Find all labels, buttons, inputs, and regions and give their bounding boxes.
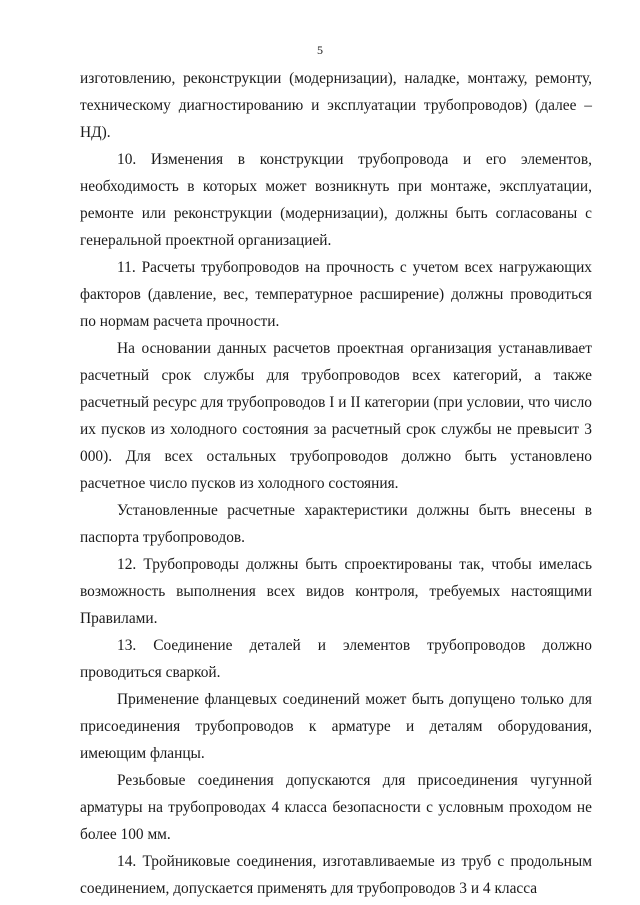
paragraph-flange-connections: Применение фланцевых соединений может быть допущено только для присоединения трубопроводов к арматуре и деталям оборудования, имеющим фланцы. xyxy=(80,691,592,762)
document-body xyxy=(80,65,592,902)
paragraph-continuation: изготовлению, реконструкции (модернизации), наладке, монтажу, ремонту, техническому диагностированию и эксплуатации трубопроводов) (далее – НД). xyxy=(80,70,592,141)
paragraph-item-10: 10. Изменения в конструкции трубопровода и его элементов, необходимость в которых может возникнуть при монтаже, эксплуатации, ремонте или реконструкции (модернизации), должны быть согласованы с генеральной проектной организацией. xyxy=(80,151,592,249)
paragraph-item-12: 12. Трубопроводы должны быть спроектированы так, чтобы имелась возможность выполнения всех видов контроля, требуемых настоящими Правилами. xyxy=(80,556,592,627)
paragraph-calculation-basis: На основании данных расчетов проектная организация устанавливает расчетный срок службы для трубопроводов всех категорий, а также расчетный ресурс для трубопроводов I и II категории (при условии, что число их пусков из холодного состояния за расчетный срок службы не превысит 3 000). Для всех остальных трубопроводов должно быть установлено расчетное число пусков из холодного состояния. xyxy=(80,340,592,492)
paragraph-item-14: 14. Тройниковые соединения, изготавливаемые из труб с продольным соединением, допускается применять для трубопроводов 3 и 4 класса xyxy=(80,853,592,897)
paragraph-item-13: 13. Соединение деталей и элементов трубопроводов должно проводиться сваркой. xyxy=(80,637,592,681)
paragraph-threaded-connections: Резьбовые соединения допускаются для присоединения чугунной арматуры на трубопроводах 4 класса безопасности с условным проходом не более 100 мм. xyxy=(80,772,592,843)
paragraph-item-11: 11. Расчеты трубопроводов на прочность с учетом всех нагружающих факторов (давление, вес, температурное расширение) должны проводиться по нормам расчета прочности. xyxy=(80,259,592,330)
paragraph-characteristics: Установленные расчетные характеристики должны быть внесены в паспорта трубопроводов. xyxy=(80,502,592,546)
page-number: 5 xyxy=(317,43,323,57)
